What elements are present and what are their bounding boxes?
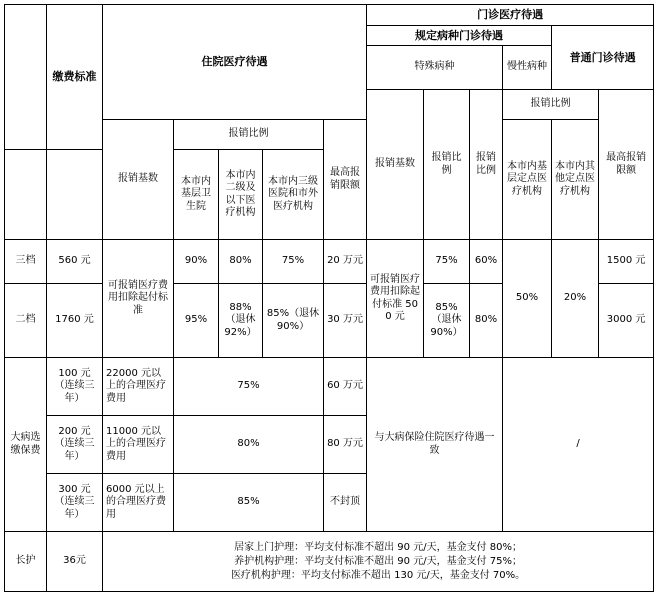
tier2-fee: 1760 元 <box>47 284 103 358</box>
critical-label: 大病选缴保费 <box>5 358 47 532</box>
critical-max-2: 80 万元 <box>324 416 367 474</box>
grassroots-ratio-value: 50% <box>503 240 552 358</box>
header-special-base: 报销基数 <box>367 90 424 240</box>
critical-ratio-2: 80% <box>174 416 324 474</box>
tier2-ratio-level3: 85%（退休 90%） <box>263 284 324 358</box>
header-inpatient-base: 报销基数 <box>103 120 174 240</box>
header-general-ratio: 报销比例 <box>503 90 599 120</box>
header-col-level2: 本市内二级及以下医疗机构 <box>219 150 263 240</box>
benefits-table <box>4 4 654 592</box>
header-inpatient-max: 最高报销限额 <box>324 120 367 240</box>
header-inpatient-ratio: 报销比例 <box>174 120 324 150</box>
ltc-line-home: 居家上门护理：平均支付标准不超出 90 元/天，基金支付 80%； <box>234 541 522 553</box>
header-chronic-disease: 慢性病种 <box>503 46 552 90</box>
header-payment-standard: 缴费标准 <box>47 5 103 150</box>
special-base-value: 可报销医疗费用扣除起付标准 500 元 <box>367 240 424 358</box>
critical-base-2: 11000 元以上的合理医疗费用 <box>103 416 174 474</box>
corner-cell-low <box>5 150 47 240</box>
header-chronic-ratio: 报销比例 <box>470 90 503 240</box>
tier3-chronic-ratio: 60% <box>470 240 503 284</box>
ltc-fee: 36元 <box>47 532 103 592</box>
critical-fee-2: 200 元（连续三年） <box>47 416 103 474</box>
header-special-ratio: 报销比例 <box>424 90 470 240</box>
header-outpatient: 门诊医疗待遇 <box>367 5 654 26</box>
header-designated-disease: 规定病种门诊待遇 <box>367 26 552 46</box>
header-col-level3: 本市内三级医院和市外医疗机构 <box>263 150 324 240</box>
critical-base-1: 22000 元以上的合理医疗费用 <box>103 358 174 416</box>
header-payment-standard-low <box>47 150 103 240</box>
critical-none: / <box>503 358 654 532</box>
header-col-health-center: 本市内基层卫生院 <box>174 150 219 240</box>
corner-cell <box>5 5 47 150</box>
critical-ratio-3: 85% <box>174 474 324 532</box>
tier3-max: 20 万元 <box>324 240 367 284</box>
ltc-line-institution: 养护机构护理：平均支付标准不超出 90 元/天，基金支付 75%； <box>234 555 522 567</box>
tier3-ratio-level3: 75% <box>263 240 324 284</box>
critical-max-1: 60 万元 <box>324 358 367 416</box>
tier3-ratio-level2: 80% <box>219 240 263 284</box>
critical-ratio-1: 75% <box>174 358 324 416</box>
tier2-special-ratio: 85%（退休 90%） <box>424 284 470 358</box>
tier3-fee: 560 元 <box>47 240 103 284</box>
header-col-grassroots: 本市内基层定点医疗机构 <box>503 120 552 240</box>
ltc-label: 长护 <box>5 532 47 592</box>
critical-outpatient-same: 与大病保险住院医疗待遇一致 <box>367 358 503 532</box>
tier2-outpatient-max: 3000 元 <box>599 284 654 358</box>
header-general-outpatient: 普通门诊待遇 <box>552 26 654 90</box>
tier2-label: 二档 <box>5 284 47 358</box>
ltc-details <box>103 532 654 592</box>
header-special-disease: 特殊病种 <box>367 46 503 90</box>
header-general-max: 最高报销限额 <box>599 90 654 240</box>
other-ratio-value: 20% <box>552 240 599 358</box>
tier2-ratio-health-center: 95% <box>174 284 219 358</box>
tier3-special-ratio: 75% <box>424 240 470 284</box>
critical-fee-1: 100 元（连续三年） <box>47 358 103 416</box>
tier2-max: 30 万元 <box>324 284 367 358</box>
tier2-chronic-ratio: 80% <box>470 284 503 358</box>
header-col-other: 本市内其他定点医疗机构 <box>552 120 599 240</box>
critical-max-3: 不封顶 <box>324 474 367 532</box>
critical-base-3: 6000 元以上的合理医疗费用 <box>103 474 174 532</box>
tier3-ratio-health-center: 90% <box>174 240 219 284</box>
tier3-outpatient-max: 1500 元 <box>599 240 654 284</box>
header-inpatient: 住院医疗待遇 <box>103 5 367 120</box>
critical-fee-3: 300 元（连续三年） <box>47 474 103 532</box>
tier2-ratio-level2: 88%（退休 92%） <box>219 284 263 358</box>
ltc-line-medical: 医疗机构护理：平均支付标准不超出 130 元/天，基金支付 70%。 <box>230 569 526 581</box>
inpatient-base-value: 可报销医疗费用扣除起付标准 <box>103 240 174 358</box>
tier3-label: 三档 <box>5 240 47 284</box>
